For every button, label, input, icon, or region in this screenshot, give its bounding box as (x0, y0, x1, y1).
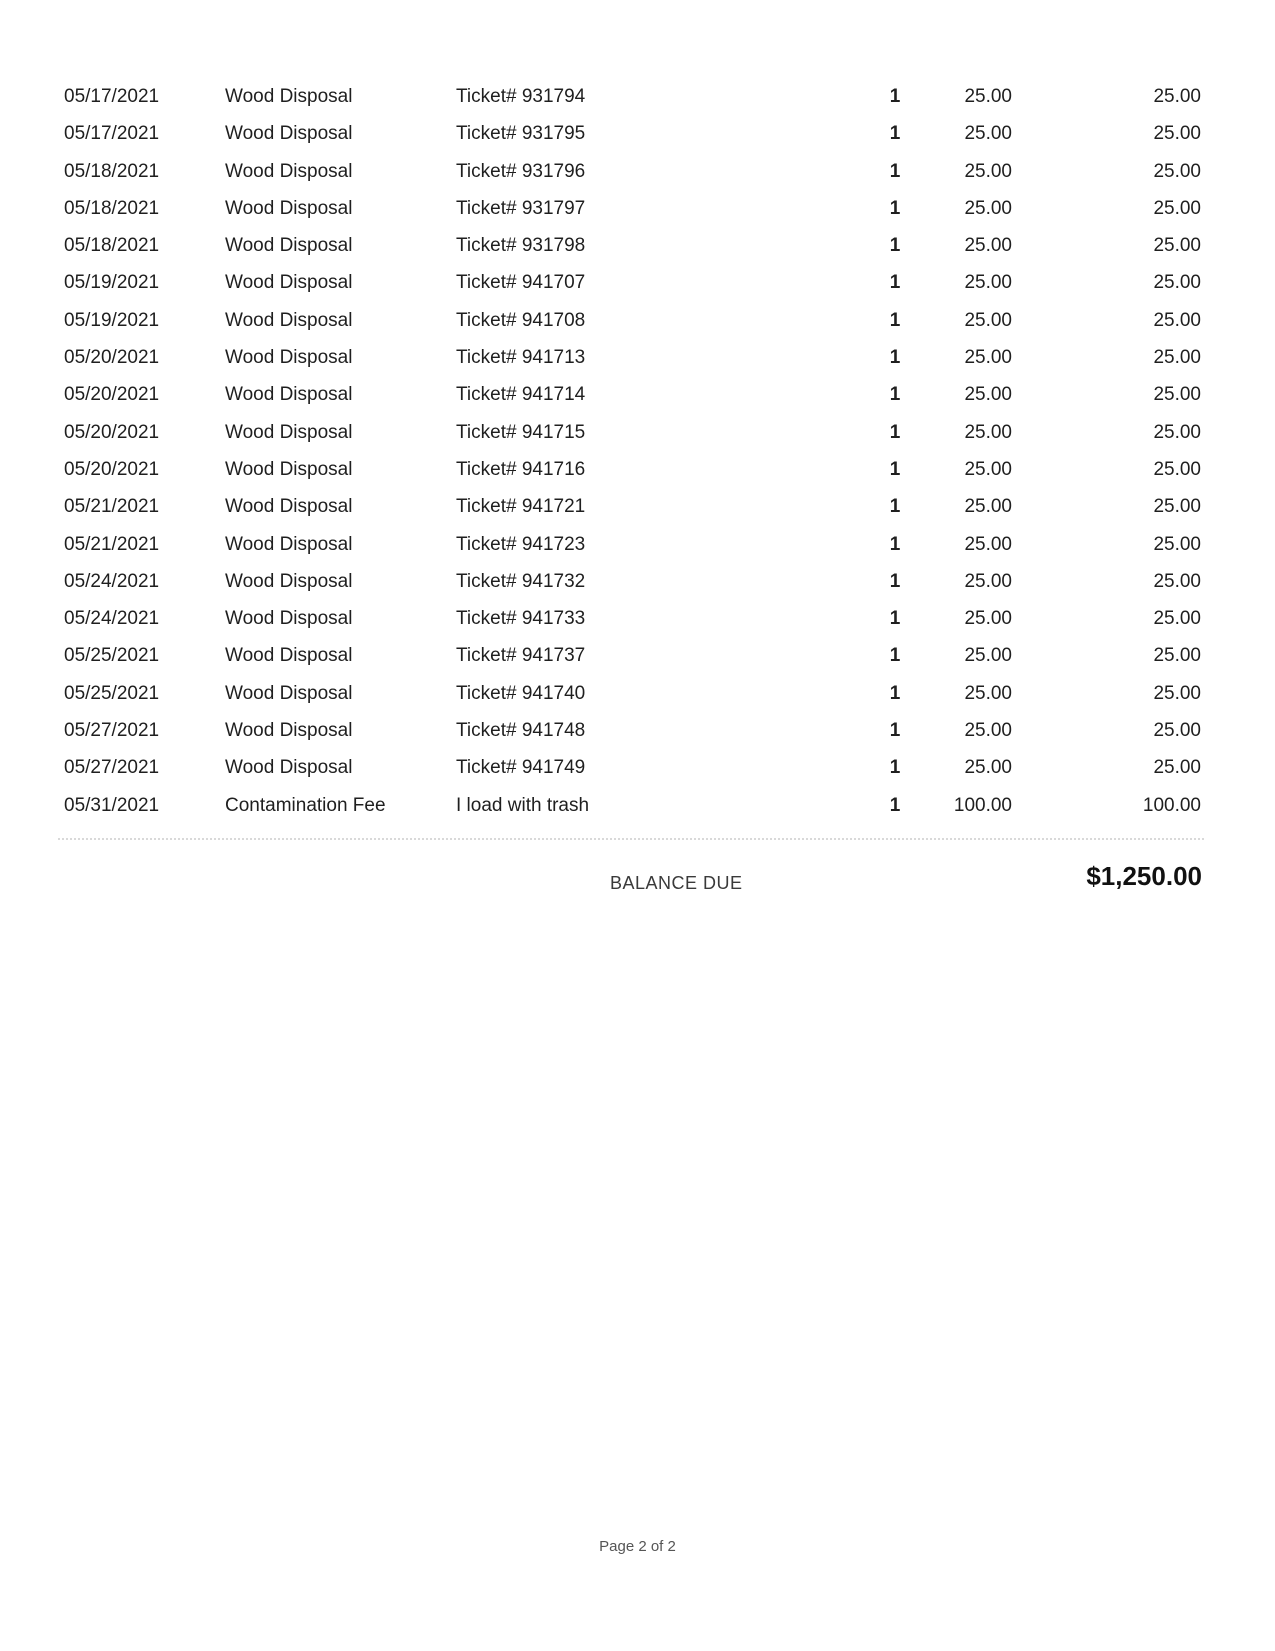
line-item-name: Wood Disposal (225, 235, 353, 257)
line-item-description: Ticket# 941748 (456, 720, 586, 742)
line-item-quantity: 1 (889, 533, 901, 555)
line-item-name: Wood Disposal (225, 533, 353, 555)
table-row (0, 637, 1275, 674)
line-item-rate: 25.00 (964, 86, 1012, 107)
line-item-rate: 25.00 (964, 384, 1012, 406)
line-item-date: 05/20/2021 (64, 347, 160, 369)
line-item-name: Wood Disposal (225, 421, 353, 443)
line-item-quantity: 1 (889, 794, 901, 816)
table-row (0, 153, 1275, 190)
line-item-date: 05/31/2021 (64, 794, 160, 816)
line-item-name: Wood Disposal (225, 347, 353, 369)
line-item-amount: 25.00 (1153, 197, 1201, 219)
line-item-date: 05/24/2021 (64, 570, 160, 592)
line-item-quantity: 1 (889, 645, 901, 667)
table-row (0, 488, 1275, 525)
line-item-rate: 25.00 (964, 720, 1012, 742)
line-item-description: Ticket# 941721 (456, 496, 586, 518)
table-row (0, 227, 1275, 264)
line-item-amount: 25.00 (1153, 421, 1201, 443)
line-item-description: Ticket# 941715 (456, 421, 586, 443)
table-row (0, 526, 1275, 563)
line-item-amount: 25.00 (1153, 309, 1201, 331)
line-item-name: Wood Disposal (225, 720, 353, 742)
line-item-description: Ticket# 941713 (456, 347, 586, 369)
line-item-date: 05/27/2021 (64, 720, 160, 742)
line-item-name: Wood Disposal (225, 570, 353, 592)
line-item-quantity: 1 (889, 496, 901, 518)
line-item-date: 05/25/2021 (64, 645, 160, 667)
line-item-description: Ticket# 941708 (456, 309, 586, 331)
line-item-rate: 100.00 (953, 794, 1012, 816)
line-item-amount: 100.00 (1142, 794, 1201, 816)
line-item-date: 05/18/2021 (64, 160, 160, 182)
line-item-name: Contamination Fee (225, 794, 386, 816)
line-item-amount: 25.00 (1153, 272, 1201, 294)
line-item-rate: 25.00 (964, 757, 1012, 779)
line-item-amount: 25.00 (1153, 347, 1201, 369)
table-row (0, 302, 1275, 339)
line-item-amount: 25.00 (1153, 682, 1201, 704)
line-item-date: 05/21/2021 (64, 496, 160, 518)
line-item-rate: 25.00 (964, 421, 1012, 443)
table-row (0, 78, 1275, 115)
line-item-description: Ticket# 941723 (456, 533, 586, 555)
line-item-date: 05/24/2021 (64, 608, 160, 630)
balance-due-amount: $1,250.00 (1086, 861, 1202, 891)
line-item-description: Ticket# 941740 (456, 682, 586, 704)
line-item-amount: 25.00 (1153, 496, 1201, 518)
line-item-quantity: 1 (889, 608, 901, 630)
table-row (0, 414, 1275, 451)
table-row (0, 451, 1275, 488)
line-items-table (0, 78, 1275, 824)
line-item-description: Ticket# 941732 (456, 570, 586, 592)
line-item-rate: 25.00 (964, 123, 1012, 145)
table-row (0, 675, 1275, 712)
line-item-description: I load with trash (456, 794, 590, 816)
line-item-rate: 25.00 (964, 682, 1012, 704)
line-item-quantity: 1 (889, 421, 901, 443)
line-item-date: 05/17/2021 (64, 86, 160, 107)
line-item-quantity: 1 (889, 272, 901, 294)
line-item-name: Wood Disposal (225, 309, 353, 331)
line-item-description: Ticket# 941733 (456, 608, 586, 630)
line-item-quantity: 1 (889, 235, 901, 257)
line-item-description: Ticket# 941707 (456, 272, 586, 294)
line-item-description: Ticket# 941737 (456, 645, 586, 667)
line-item-rate: 25.00 (964, 272, 1012, 294)
line-item-amount: 25.00 (1153, 123, 1201, 145)
line-item-date: 05/21/2021 (64, 533, 160, 555)
line-item-amount: 25.00 (1153, 533, 1201, 555)
line-item-rate: 25.00 (964, 570, 1012, 592)
line-item-name: Wood Disposal (225, 123, 353, 145)
line-item-quantity: 1 (889, 309, 901, 331)
totals-divider (58, 838, 1204, 840)
line-item-description: Ticket# 931796 (456, 160, 586, 182)
table-row (0, 264, 1275, 301)
page-number: Page 2 of 2 (599, 1538, 676, 1555)
line-item-quantity: 1 (889, 197, 901, 219)
table-row (0, 787, 1275, 824)
line-item-quantity: 1 (889, 720, 901, 742)
line-item-date: 05/20/2021 (64, 421, 160, 443)
line-item-quantity: 1 (889, 757, 901, 779)
line-item-amount: 25.00 (1153, 160, 1201, 182)
line-item-rate: 25.00 (964, 608, 1012, 630)
line-item-name: Wood Disposal (225, 458, 353, 480)
line-item-description: Ticket# 941716 (456, 458, 586, 480)
line-item-date: 05/25/2021 (64, 682, 160, 704)
line-item-quantity: 1 (889, 384, 901, 406)
line-item-description: Ticket# 931794 (456, 86, 586, 107)
table-row (0, 563, 1275, 600)
line-item-description: Ticket# 931795 (456, 123, 586, 145)
table-row (0, 115, 1275, 152)
line-item-name: Wood Disposal (225, 496, 353, 518)
line-item-rate: 25.00 (964, 458, 1012, 480)
line-item-date: 05/19/2021 (64, 272, 160, 294)
line-item-quantity: 1 (889, 123, 901, 145)
line-item-quantity: 1 (889, 458, 901, 480)
line-item-amount: 25.00 (1153, 720, 1201, 742)
line-item-amount: 25.00 (1153, 757, 1201, 779)
line-item-description: Ticket# 931798 (456, 235, 586, 257)
line-item-name: Wood Disposal (225, 160, 353, 182)
line-item-name: Wood Disposal (225, 86, 353, 107)
line-item-name: Wood Disposal (225, 757, 353, 779)
line-item-quantity: 1 (889, 682, 901, 704)
line-item-amount: 25.00 (1153, 645, 1201, 667)
line-item-rate: 25.00 (964, 347, 1012, 369)
line-item-description: Ticket# 941749 (456, 757, 586, 779)
table-row (0, 339, 1275, 376)
line-item-description: Ticket# 931797 (456, 197, 586, 219)
line-item-name: Wood Disposal (225, 384, 353, 406)
balance-due-label: BALANCE DUE (610, 873, 743, 893)
table-row (0, 190, 1275, 227)
line-item-date: 05/27/2021 (64, 757, 160, 779)
line-item-amount: 25.00 (1153, 86, 1201, 107)
line-item-date: 05/18/2021 (64, 197, 160, 219)
line-item-date: 05/17/2021 (64, 123, 160, 145)
line-item-quantity: 1 (889, 86, 901, 107)
line-item-rate: 25.00 (964, 197, 1012, 219)
line-item-amount: 25.00 (1153, 384, 1201, 406)
line-item-amount: 25.00 (1153, 608, 1201, 630)
line-item-date: 05/20/2021 (64, 384, 160, 406)
line-item-date: 05/19/2021 (64, 309, 160, 331)
table-row (0, 749, 1275, 786)
line-item-date: 05/20/2021 (64, 458, 160, 480)
line-item-name: Wood Disposal (225, 608, 353, 630)
line-item-amount: 25.00 (1153, 458, 1201, 480)
line-item-name: Wood Disposal (225, 272, 353, 294)
line-item-quantity: 1 (889, 160, 901, 182)
line-item-description: Ticket# 941714 (456, 384, 586, 406)
line-item-amount: 25.00 (1153, 570, 1201, 592)
line-item-rate: 25.00 (964, 160, 1012, 182)
line-item-name: Wood Disposal (225, 197, 353, 219)
line-item-rate: 25.00 (964, 533, 1012, 555)
line-item-name: Wood Disposal (225, 645, 353, 667)
line-item-rate: 25.00 (964, 309, 1012, 331)
line-item-amount: 25.00 (1153, 235, 1201, 257)
table-row (0, 600, 1275, 637)
line-item-date: 05/18/2021 (64, 235, 160, 257)
line-item-quantity: 1 (889, 570, 901, 592)
line-item-quantity: 1 (889, 347, 901, 369)
table-row (0, 712, 1275, 749)
line-item-rate: 25.00 (964, 645, 1012, 667)
line-item-name: Wood Disposal (225, 682, 353, 704)
table-row (0, 376, 1275, 413)
line-item-rate: 25.00 (964, 496, 1012, 518)
line-item-rate: 25.00 (964, 235, 1012, 257)
